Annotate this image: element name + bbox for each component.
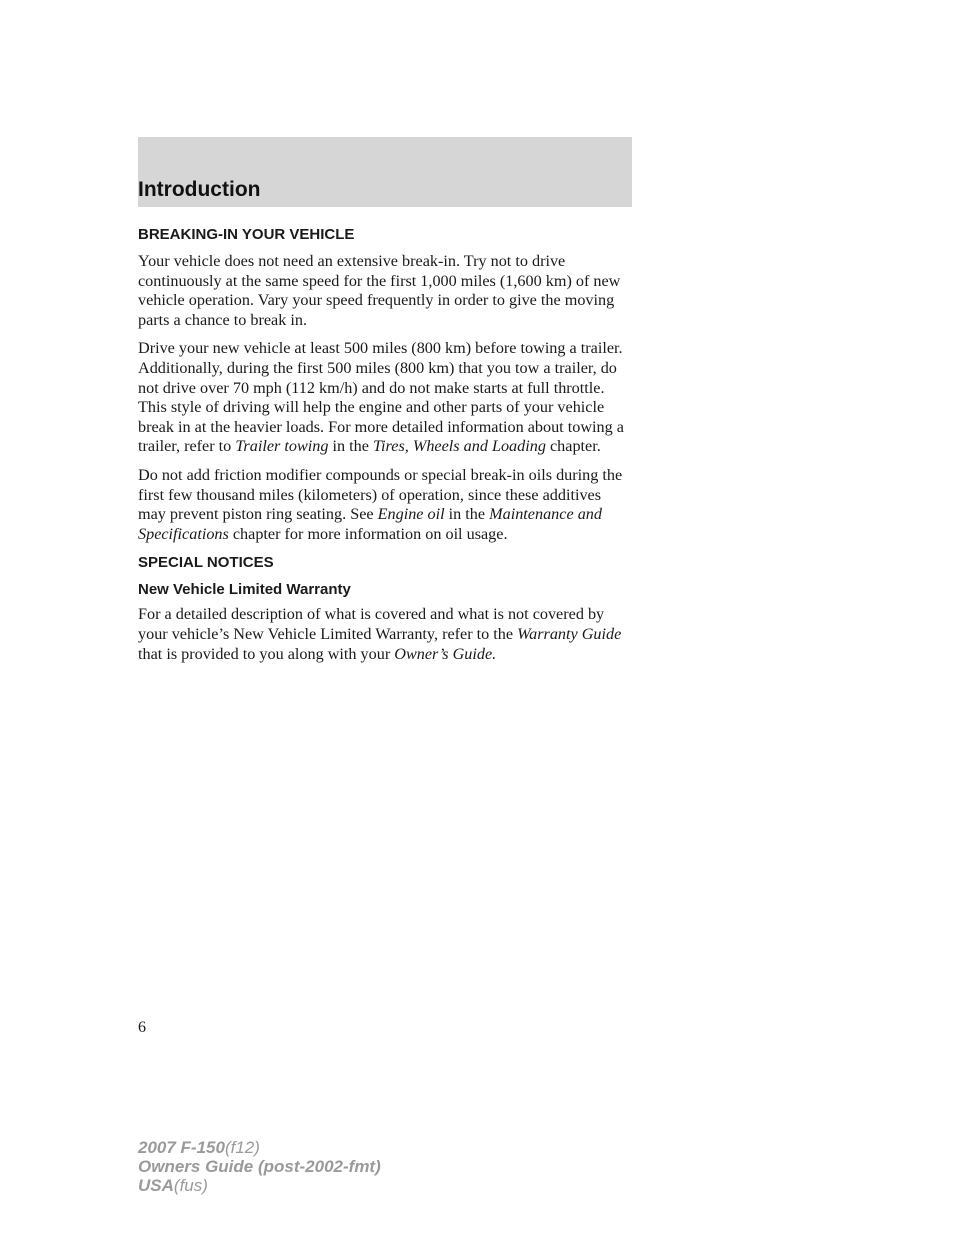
page-content xyxy=(138,217,632,673)
paragraph-breakin-3: Do not add friction modifier compounds or special break-in oils during the first few thousand miles (kilometers) of operation, since these additives may prevent piston ring seating. See Engine oil in the Maintenance and Specifications chapter for more information on oil usage. xyxy=(138,465,623,543)
reference-engine-oil: Engine oil xyxy=(377,505,445,524)
footer-line-guide: Owners Guide (post-2002-fmt) xyxy=(138,1157,381,1176)
section-heading-breakin: BREAKING-IN YOUR VEHICLE xyxy=(138,226,355,243)
subheading-warranty: New Vehicle Limited Warranty xyxy=(138,581,351,599)
reference-owners-guide: Owner’s Guide. xyxy=(394,644,497,663)
reference-trailer-towing: Trailer towing xyxy=(235,437,329,456)
reference-tires-wheels-loading: Tires, Wheels and Loading xyxy=(372,437,546,456)
paragraph-breakin-1: Your vehicle does not need an extensive break-in. Try not to drive continuously at the same speed for the first 1,000 miles (1,600 km) of new vehicle operation. Vary your speed frequently in order to give the moving parts a chance to break in. xyxy=(138,252,621,329)
reference-maintenance-specifications: Maintenance and Specifications xyxy=(138,505,602,543)
page-number: 6 xyxy=(138,1019,146,1036)
footer-line-region: USA(fus) xyxy=(138,1176,208,1195)
reference-warranty-guide: Warranty Guide xyxy=(517,624,622,643)
page-title: Introduction xyxy=(138,178,261,201)
document-footer xyxy=(138,1138,381,1195)
paragraph-warranty: For a detailed description of what is covered and what is not covered by your vehicle’s New Vehicle Limited Warranty, refer to the Warranty Guide that is provided to you along with your Owner’s Guide. xyxy=(138,605,622,663)
section-heading-notices: SPECIAL NOTICES xyxy=(138,554,274,572)
paragraph-breakin-2: Drive your new vehicle at least 500 miles (800 km) before towing a trailer. Additionally, during the first 500 miles (800 km) that you tow a trailer, do not drive over 70 mph (112 km/h) and do not make starts at full throttle. This style of driving will help the engine and other parts of your vehicle break in at the heavier loads. For more detailed information about towing a trailer, refer to Trailer towing in the Tires, Wheels and Loading chapter. xyxy=(138,339,624,456)
footer-line-model: 2007 F-150(f12) xyxy=(138,1138,260,1157)
